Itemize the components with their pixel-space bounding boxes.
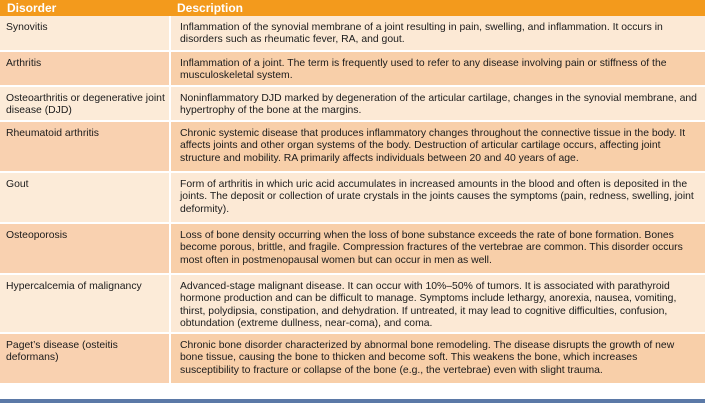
row-description: Inflammation of the synovial membrane of a joint resulting in pain, swelling, and inflammation. It occurs in disorders such as rheumatic fever, RA, and gout. bbox=[170, 16, 705, 51]
row-disorder: Osteoarthritis or degenerative joint disease (DJD) bbox=[0, 86, 170, 121]
row-disorder: Rheumatoid arthritis bbox=[0, 121, 170, 172]
row-disorder: Gout bbox=[0, 172, 170, 223]
table-row bbox=[0, 121, 705, 172]
row-disorder: Osteoporosis bbox=[0, 223, 170, 274]
row-description: Chronic systemic disease that produces inflammatory changes throughout the connective tissue in the body. It affects joints and other organ systems of the body. Destruction of articular cartilage occurs, affecting joint structure and mobility. RA primarily affects individuals between 20 and 40 years of age. bbox=[170, 121, 705, 172]
row-description: Loss of bone density occurring when the loss of bone substance exceeds the rate of bone formation. Bones become porous, brittle, and fragile. Compression fractures of the vertebrae are common. This disorder occurs most often in postmenopausal women but can occur in men as well. bbox=[170, 223, 705, 274]
table-row bbox=[0, 223, 705, 274]
row-disorder: Arthritis bbox=[0, 51, 170, 86]
header-description: Description bbox=[170, 0, 705, 16]
row-description: Inflammation of a joint. The term is frequently used to refer to any disease involving pain or stiffness of the musculoskeletal system. bbox=[170, 51, 705, 86]
header-disorder: Disorder bbox=[0, 0, 170, 16]
row-description: Advanced-stage malignant disease. It can occur with 10%–50% of tumors. It is associated with parathyroid hormone production and can be difficult to manage. Symptoms include lethargy, anorexia, nausea, vomiting, thirst, polydipsia, constipation, and dehydration. If untreated, it may lead to cognitive difficulties, confusion, obtundation (extreme dullness, near-coma), and coma. bbox=[170, 274, 705, 333]
table-row bbox=[0, 274, 705, 333]
table-row bbox=[0, 172, 705, 223]
table-header-row bbox=[0, 0, 705, 16]
table-row bbox=[0, 16, 705, 51]
row-description: Noninflammatory DJD marked by degeneration of the articular cartilage, changes in the synovial membrane, and hypertrophy of the bone at the margins. bbox=[170, 86, 705, 121]
table-row bbox=[0, 333, 705, 383]
row-disorder: Synovitis bbox=[0, 16, 170, 51]
table-row bbox=[0, 51, 705, 86]
row-disorder: Paget’s disease (osteitis deformans) bbox=[0, 333, 170, 383]
table-row bbox=[0, 86, 705, 121]
row-description: Chronic bone disorder characterized by abnormal bone remodeling. The disease disrupts the growth of new bone tissue, causing the bone to thicken and become soft. This weakens the bone, which increases susceptibility to fracture or collapse of the bone (e.g., the vertebrae) even with slight trauma. bbox=[170, 333, 705, 383]
row-description: Form of arthritis in which uric acid accumulates in increased amounts in the blood and often is deposited in the joints. The deposit or collection of urate crystals in the joints causes the symptoms (pain, redness, swelling, joint deformity). bbox=[170, 172, 705, 223]
row-disorder: Hypercalcemia of malignancy bbox=[0, 274, 170, 333]
